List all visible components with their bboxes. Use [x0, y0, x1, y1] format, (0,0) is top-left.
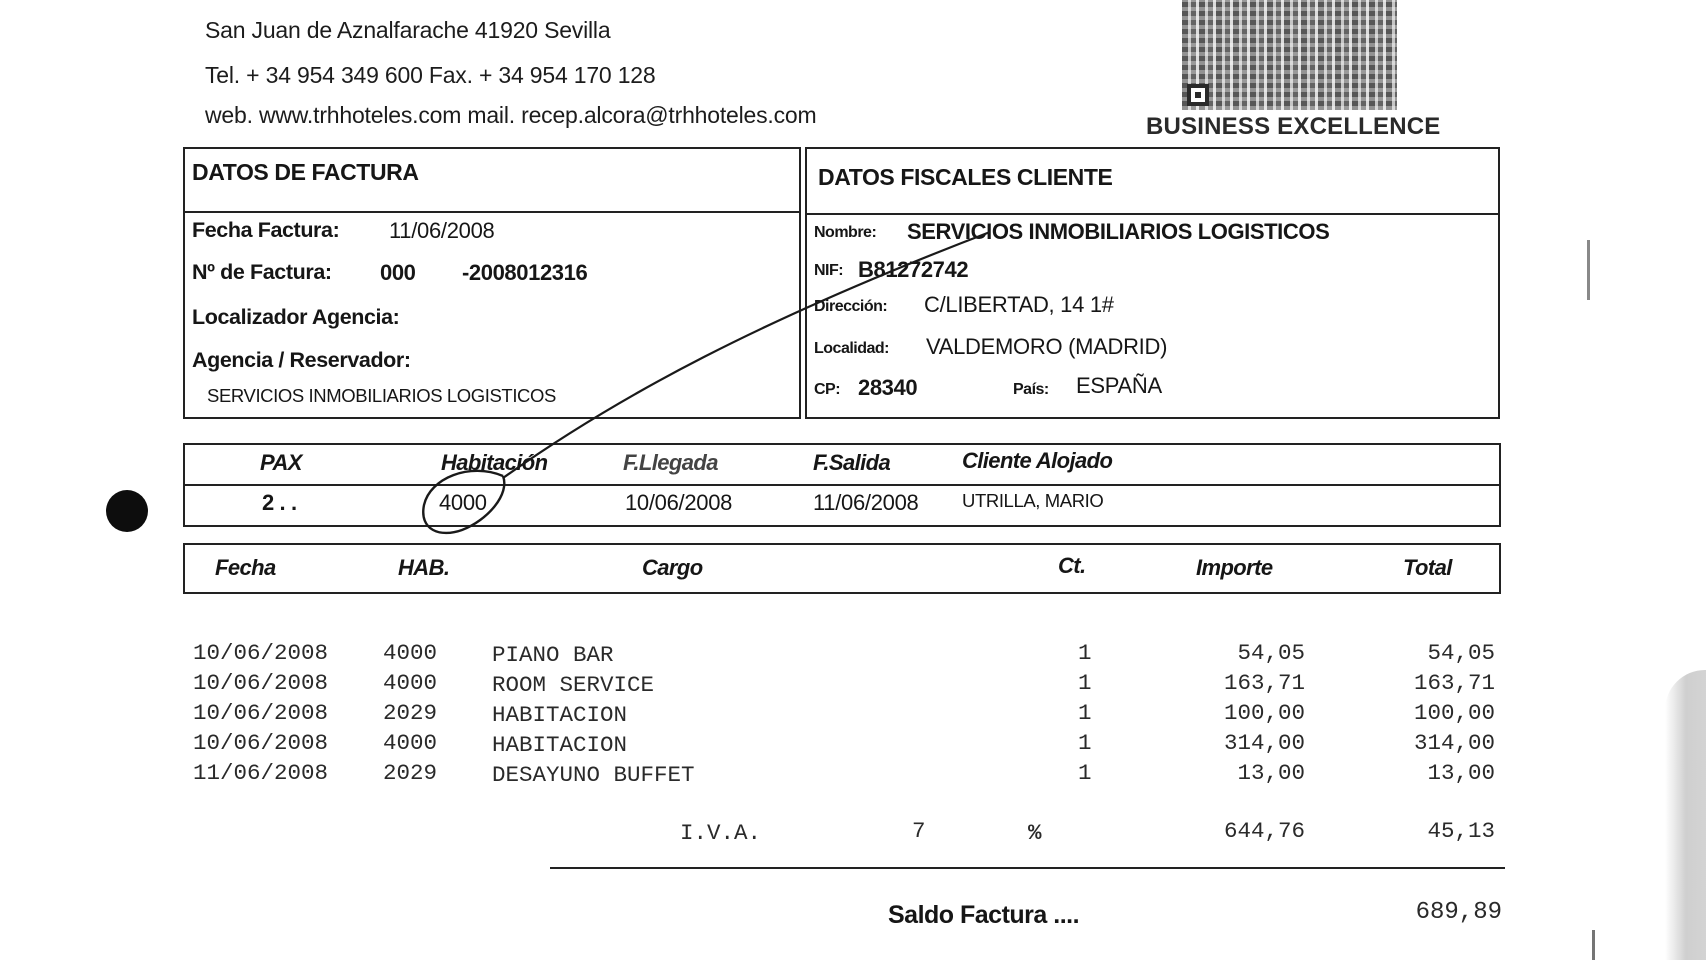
vat-label: I.V.A.	[680, 820, 762, 846]
client-fiscal-title: DATOS FISCALES CLIENTE	[818, 164, 1113, 190]
charges-header-charge: Cargo	[642, 555, 703, 580]
invoice-date-value: 11/06/2008	[389, 218, 495, 243]
row-amount: 13,00	[1237, 760, 1305, 786]
punch-hole-mark-icon	[106, 490, 148, 532]
balance-value: 689,89	[1415, 899, 1502, 926]
invoice-data-title: DATOS DE FACTURA	[192, 159, 419, 185]
scan-artifact	[1587, 240, 1590, 300]
client-country-value: ESPAÑA	[1076, 373, 1162, 398]
row-date: 10/06/2008	[193, 640, 329, 666]
business-excellence-badge: BUSINESS EXCELLENCE	[1146, 113, 1441, 140]
scan-artifact	[1592, 930, 1595, 960]
divider	[183, 443, 185, 527]
stay-departure-value: 11/06/2008	[813, 490, 919, 515]
divider	[183, 443, 1501, 445]
client-nif-value: B81272742	[858, 257, 969, 282]
client-postcode-value: 28340	[858, 375, 918, 400]
invoice-number-prefix: 000	[380, 260, 416, 285]
row-qty: 1	[1078, 760, 1092, 786]
row-amount: 100,00	[1223, 700, 1305, 726]
client-country-label: País:	[1013, 381, 1049, 398]
row-date: 10/06/2008	[193, 730, 329, 756]
stay-header-room: Habitación	[441, 450, 548, 475]
vat-rate: 7	[912, 818, 926, 844]
row-charge: ROOM SERVICE	[492, 672, 655, 698]
client-name-value: SERVICIOS INMOBILIARIOS LOGISTICOS	[907, 219, 1330, 244]
vat-amount: 45,13	[1427, 818, 1495, 844]
row-amount: 163,71	[1223, 670, 1305, 696]
row-room: 4000	[383, 640, 438, 666]
charges-header-date: Fecha	[215, 555, 276, 580]
client-name-label: Nombre:	[814, 224, 877, 241]
row-total: 314,00	[1413, 730, 1495, 756]
hotel-phone-fax: Tel. + 34 954 349 600 Fax. + 34 954 170 128	[205, 62, 656, 88]
row-room: 4000	[383, 670, 438, 696]
qr-finder-pattern-icon	[1187, 84, 1209, 106]
divider	[1499, 443, 1501, 527]
vat-percent: %	[1028, 820, 1042, 846]
invoice-number-label: Nº de Factura:	[192, 260, 332, 284]
agency-locator-label: Localizador Agencia:	[192, 305, 400, 329]
client-address-label: Dirección:	[814, 298, 888, 315]
row-date: 11/06/2008	[193, 760, 329, 786]
row-total: 163,71	[1413, 670, 1495, 696]
charges-header-qty: Ct.	[1058, 553, 1086, 578]
client-locality-value: VALDEMORO (MADRID)	[926, 334, 1168, 359]
row-total: 54,05	[1427, 640, 1495, 666]
row-charge: HABITACION	[492, 702, 628, 728]
row-qty: 1	[1078, 640, 1092, 666]
row-room: 2029	[383, 760, 438, 786]
stay-header-pax: PAX	[260, 450, 302, 475]
divider	[183, 211, 801, 213]
stay-arrival-value: 10/06/2008	[625, 490, 733, 515]
row-date: 10/06/2008	[193, 700, 329, 726]
agency-booker-label: Agencia / Reservador:	[192, 348, 411, 372]
total-rule	[550, 867, 1505, 869]
stay-header-guest: Cliente Alojado	[962, 448, 1113, 473]
row-room: 4000	[383, 730, 438, 756]
stay-room-value: 4000	[439, 490, 487, 515]
page-edge-shadow	[1665, 670, 1706, 960]
row-qty: 1	[1078, 700, 1092, 726]
agency-booker-value: SERVICIOS INMOBILIARIOS LOGISTICOS	[207, 385, 556, 406]
stay-guest-value: UTRILLA, MARIO	[962, 490, 1104, 511]
row-amount: 314,00	[1223, 730, 1305, 756]
balance-label: Saldo Factura ....	[888, 901, 1080, 929]
divider	[183, 484, 1501, 486]
row-charge: PIANO BAR	[492, 642, 614, 668]
stay-header-departure: F.Salida	[813, 450, 891, 475]
invoice-number-value: -2008012316	[462, 260, 588, 285]
client-address-value: C/LIBERTAD, 14 1#	[924, 292, 1114, 317]
row-amount: 54,05	[1237, 640, 1305, 666]
row-room: 2029	[383, 700, 438, 726]
charges-header-box	[183, 543, 1501, 594]
charges-header-room: HAB.	[398, 555, 450, 580]
stay-pax-value: 2 . .	[262, 490, 297, 515]
qr-code-icon	[1182, 0, 1397, 110]
client-locality-label: Localidad:	[814, 340, 890, 357]
client-nif-label: NIF:	[814, 262, 844, 279]
charges-header-amount: Importe	[1196, 555, 1273, 580]
vat-base: 644,76	[1223, 818, 1305, 844]
hotel-address: San Juan de Aznalfarache 41920 Sevilla	[205, 17, 611, 43]
divider	[183, 525, 1501, 527]
stay-header-arrival: F.Llegada	[623, 450, 718, 475]
row-qty: 1	[1078, 730, 1092, 756]
client-postcode-label: CP:	[814, 381, 841, 398]
row-qty: 1	[1078, 670, 1092, 696]
row-total: 13,00	[1427, 760, 1495, 786]
hotel-web-mail: web. www.trhhoteles.com mail. recep.alcora@trhhoteles.com	[205, 102, 817, 128]
row-total: 100,00	[1413, 700, 1495, 726]
divider	[805, 213, 1500, 215]
row-charge: HABITACION	[492, 732, 628, 758]
charges-header-total: Total	[1403, 555, 1452, 580]
row-date: 10/06/2008	[193, 670, 329, 696]
row-charge: DESAYUNO BUFFET	[492, 762, 695, 788]
invoice-date-label: Fecha Factura:	[192, 218, 340, 242]
